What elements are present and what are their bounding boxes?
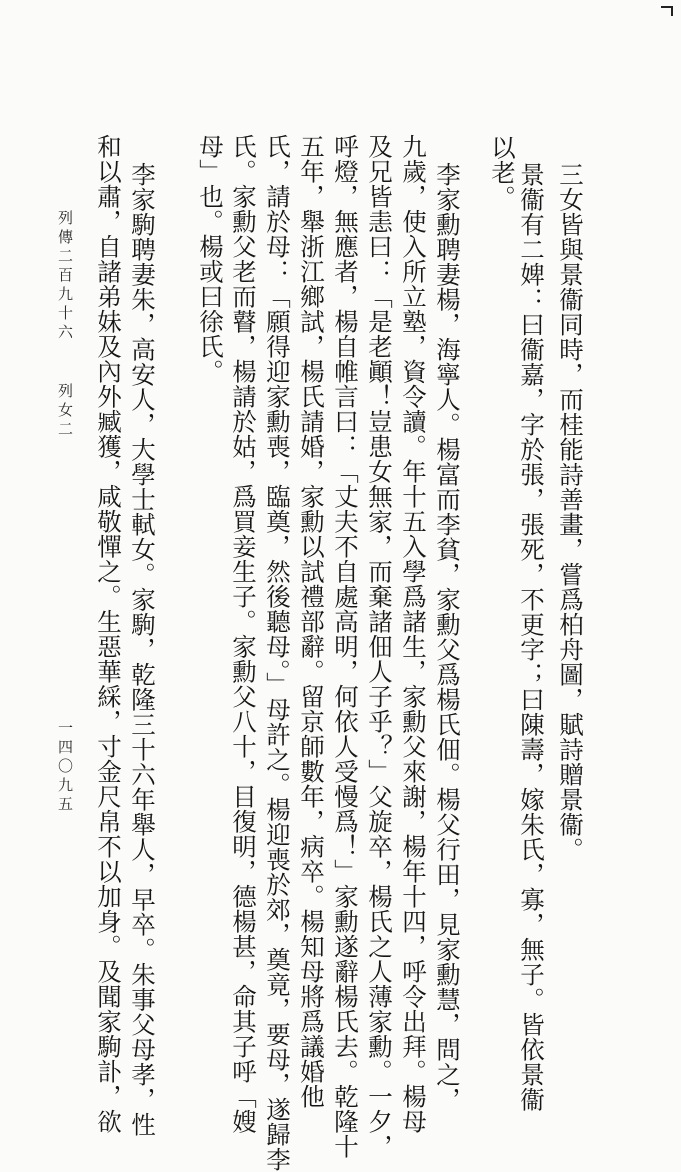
text-column-2: 景衞有二婢：曰衞嘉，字於張，張死，不更字；曰陳壽，嫁朱氏，寡，無子。皆依景衞 — [517, 162, 546, 1112]
text-column-12: 李家駒聘妻朱，高安人，大學士軾女。家駒，乾隆三十六年舉人，早卒。朱事父母孝，性 — [128, 162, 157, 1137]
text-column-11: 母」也。楊或曰徐氏。 — [196, 134, 225, 384]
book-title: 列傳二百九十六 — [56, 210, 74, 343]
text-column-5: 九歲，使入所立塾，資令讀。年十五入學爲諸生，家勳父來謝，楊年十四，呼令出拜。楊母 — [399, 134, 428, 1134]
text-column-3: 以老。 — [488, 135, 517, 210]
text-column-10: 氏。家勳父老而瞽，楊請於姑，爲買妾生子。家勳父八十，目復明，德楊甚，命其子呼「嫂 — [229, 134, 258, 1134]
section-title: 列女二 — [56, 383, 74, 440]
page-number: 一四〇九五 — [56, 720, 74, 815]
text-column-4: 李家勳聘妻楊，海寧人。楊富而李貧，家勳父爲楊氏佃。楊父行田，見家勳慧，問之， — [433, 162, 462, 1112]
text-column-7: 呼燈，無應者，楊自帷言曰：「丈夫不自處高明，何依人受慢爲！」家勳遂辭楊氏去。乾隆十 — [331, 134, 360, 1159]
text-column-9: 氏，請於母：「願得迎家勳喪，臨奠，然後聽母。」母許之。楊迎喪於郊，奠竟，要母，遂歸李 — [263, 134, 292, 1172]
text-column-8: 五年，舉浙江鄉試，楊氏請婚，家勳以試禮部辭。留京師數年，病卒。楊知母將爲議婚他 — [297, 134, 326, 1109]
page-footer-margin — [56, 210, 74, 440]
corner-mark — [661, 6, 673, 16]
text-column-13: 和以肅，自諸弟妹及內外臧獲，咸敬憚之。生惡華綵，寸金尺帛不以加身。及聞家駒訃，欲 — [94, 134, 123, 1134]
text-column-1: 三女皆與景衞同時，而桂能詩善畫，嘗爲柏舟圖，賦詩贈景衞。 — [556, 162, 585, 862]
text-column-6: 及兄皆恚曰：「是老顚！豈患女無家，而棄諸佃人子乎？」父旋卒，楊氏之人薄家勳。一夕， — [365, 134, 394, 1159]
